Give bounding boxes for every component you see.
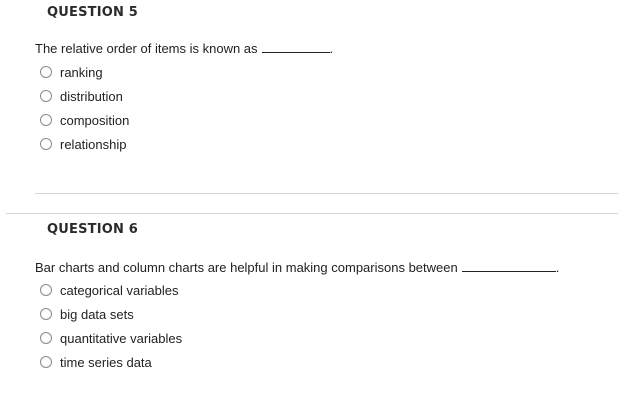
- question-6-text: Bar charts and column charts are helpful in making comparisons between: [35, 260, 458, 275]
- radio-button[interactable]: [40, 284, 52, 296]
- option-label: distribution: [60, 88, 123, 104]
- option-label: composition: [60, 112, 130, 128]
- question-5-option-relationship[interactable]: [40, 132, 129, 156]
- option-label: big data sets: [60, 306, 134, 322]
- question-5-text: The relative order of items is known as: [35, 41, 258, 56]
- radio-button[interactable]: [40, 90, 52, 102]
- question-5-option-ranking[interactable]: [40, 60, 129, 84]
- question-6-option-quantitative-variables[interactable]: [40, 326, 182, 350]
- question-6-heading: QUESTION 6: [47, 222, 139, 237]
- question-6-blank: [462, 261, 556, 272]
- question-6-period: .: [555, 260, 560, 275]
- question-6-option-categorical-variables[interactable]: [40, 278, 182, 302]
- question-5-option-composition[interactable]: [40, 108, 129, 132]
- question-5-heading: QUESTION 5: [47, 5, 139, 20]
- question-6-options: [40, 278, 182, 374]
- option-label: relationship: [60, 136, 127, 152]
- question-5-options: [40, 60, 129, 156]
- question-5-period: .: [329, 41, 334, 56]
- radio-button[interactable]: [40, 66, 52, 78]
- option-label: ranking: [60, 64, 103, 80]
- option-label: categorical variables: [60, 282, 179, 298]
- radio-button[interactable]: [40, 332, 52, 344]
- question-separator: [6, 213, 618, 214]
- question-5-option-distribution[interactable]: [40, 84, 129, 108]
- radio-button[interactable]: [40, 308, 52, 320]
- radio-button[interactable]: [40, 138, 52, 150]
- option-label: quantitative variables: [60, 330, 183, 346]
- question-5-blank: [262, 42, 330, 53]
- question-5-prompt: [35, 41, 333, 56]
- radio-button[interactable]: [40, 114, 52, 126]
- question-6-option-big-data-sets[interactable]: [40, 302, 182, 326]
- question-6-option-time-series-data[interactable]: [40, 350, 182, 374]
- question-5-footer-divider: [35, 193, 618, 194]
- option-label: time series data: [60, 354, 152, 370]
- question-6-prompt: [35, 260, 559, 275]
- radio-button[interactable]: [40, 356, 52, 368]
